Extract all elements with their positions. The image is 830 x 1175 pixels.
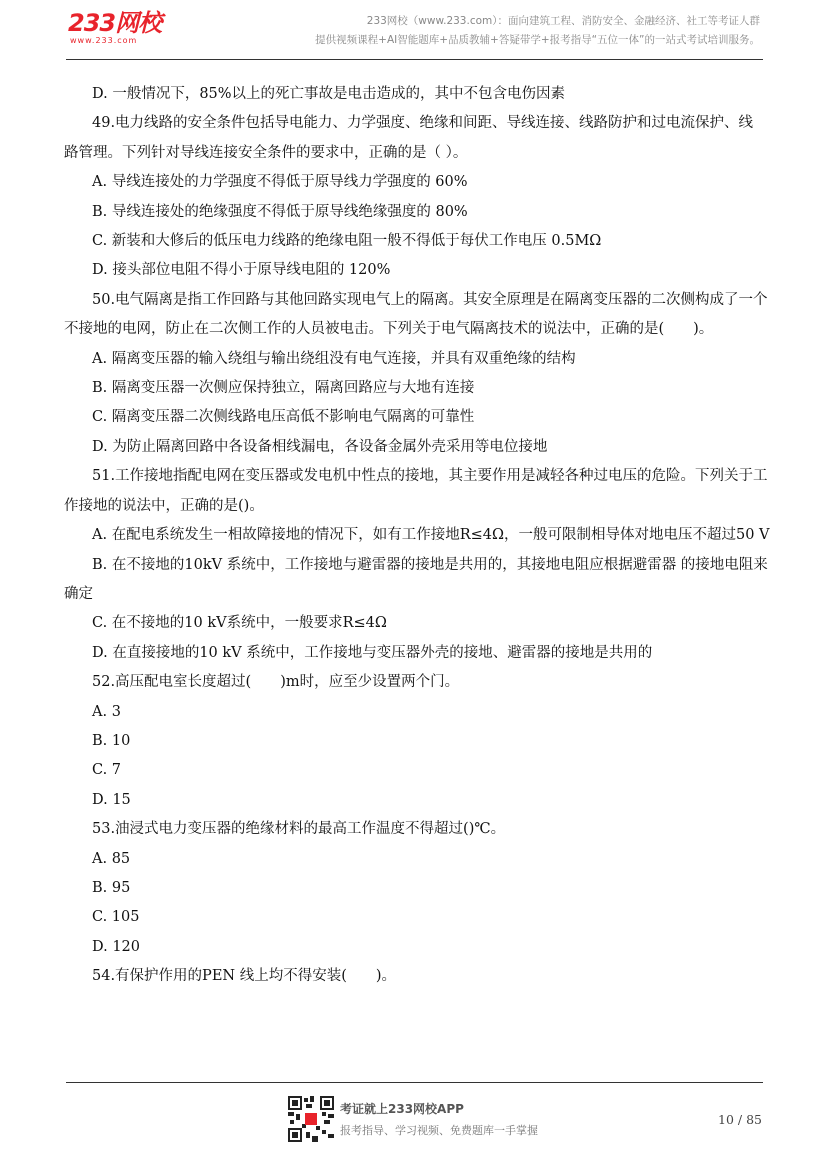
logo-text: 233网校	[68, 9, 162, 37]
text-line: A. 隔离变压器的输入绕组与输出绕组没有电气连接，并具有双重绝缘的结构	[92, 350, 576, 367]
text-line: B. 导线连接处的绝缘强度不得低于原导线绝缘强度的 80%	[92, 203, 468, 220]
header-divider	[66, 59, 763, 60]
text-line: 51.工作接地指配电网在变压器或发电机中性点的接地，其主要作用是减轻各种过电压的危险。下列关于工作接地的说法中，正确的是()。	[64, 468, 768, 514]
footer-divider	[66, 1082, 763, 1083]
text-line: A. 在配电系统发生一相故障接地的情况下，如有工作接地R≤4Ω，一般可限制相导体对地电压不超过50 V	[92, 527, 770, 544]
text-line: D. 为防止隔离回路中各设备相线漏电，各设备金属外壳采用等电位接地	[92, 438, 548, 455]
footer-subtitle: 报考指导、学习视频、免费题库一手掌握	[340, 1124, 538, 1137]
text-line: D. 120	[92, 938, 141, 955]
text-line: D. 15	[92, 791, 131, 808]
qr-code-icon[interactable]	[288, 1096, 334, 1142]
text-line: C. 105	[92, 909, 140, 926]
text-line: B. 10	[92, 732, 131, 749]
text-line: D. 接头部位电阻不得小于原导线电阻的 120%	[92, 262, 391, 279]
footer-title: 考证就上233网校APP	[340, 1102, 464, 1116]
text-line: 50.电气隔离是指工作回路与其他回路实现电气上的隔离。其安全原理是在隔离变压器的二次侧构成了一个不接地的电网，防止在二次侧工作的人员被电击。下列关于电气隔离技术的说法中，正确的是( )。	[64, 291, 768, 338]
header-line-1: 233网校（www.233.com）：面向建筑工程、消防安全、金融经济、社工等考证人群	[366, 15, 760, 27]
text-line: B. 在不接地的10kV 系统中，工作接地与避雷器的接地是共用的，其接地电阻应根据避雷器 的接地电阻来确定	[64, 556, 768, 602]
logo-url: www.233.com	[70, 36, 138, 45]
header-slogan	[315, 12, 760, 50]
text-line: A. 3	[92, 703, 121, 720]
text-line: B. 隔离变压器一次侧应保持独立，隔离回路应与大地有连接	[92, 380, 475, 397]
text-line: D. 一般情况下，85%以上的死亡事故是电击造成的，其中不包含电伤因素	[92, 86, 566, 102]
document-body	[64, 80, 770, 992]
text-line: C. 在不接地的10 kV系统中，一般要求R≤4Ω	[92, 615, 387, 632]
text-line: C. 7	[92, 762, 122, 779]
text-line: B. 95	[92, 879, 131, 896]
page-header	[0, 0, 830, 62]
text-line: 49.电力线路的安全条件包括导电能力、力学强度、绝缘和间距、导线连接、线路防护和过电流保护、线 路管理。下列针对导线连接安全条件的要求中，正确的是（ ）。	[64, 115, 754, 161]
text-line: D. 在直接接地的10 kV 系统中，工作接地与变压器外壳的接地、避雷器的接地是共用的	[92, 644, 653, 661]
text-line: 54.有保护作用的PEN 线上均不得安装( )。	[92, 968, 397, 985]
text-line: C. 隔离变压器二次侧线路电压高低不影响电气隔离的可靠性	[92, 409, 475, 426]
brand-logo[interactable]	[68, 10, 161, 45]
text-line: 52.高压配电室长度超过( )m时，应至少设置两个门。	[92, 674, 460, 691]
header-line-2: 提供视频课程+AI智能题库+品质教辅+答疑带学+报考指导“五位一体”的一站式考试培训服务。	[315, 34, 760, 46]
text-line: A. 导线连接处的力学强度不得低于原导线力学强度的 60%	[92, 174, 468, 191]
page-number: 10 / 85	[718, 1112, 762, 1127]
text-line: C. 新装和大修后的低压电力线路的绝缘电阻一般不得低于每伏工作电压 0.5MΩ	[92, 233, 602, 250]
text-line: A. 85	[92, 850, 131, 867]
text-line: 53.油浸式电力变压器的绝缘材料的最高工作温度不得超过()℃。	[92, 821, 506, 838]
